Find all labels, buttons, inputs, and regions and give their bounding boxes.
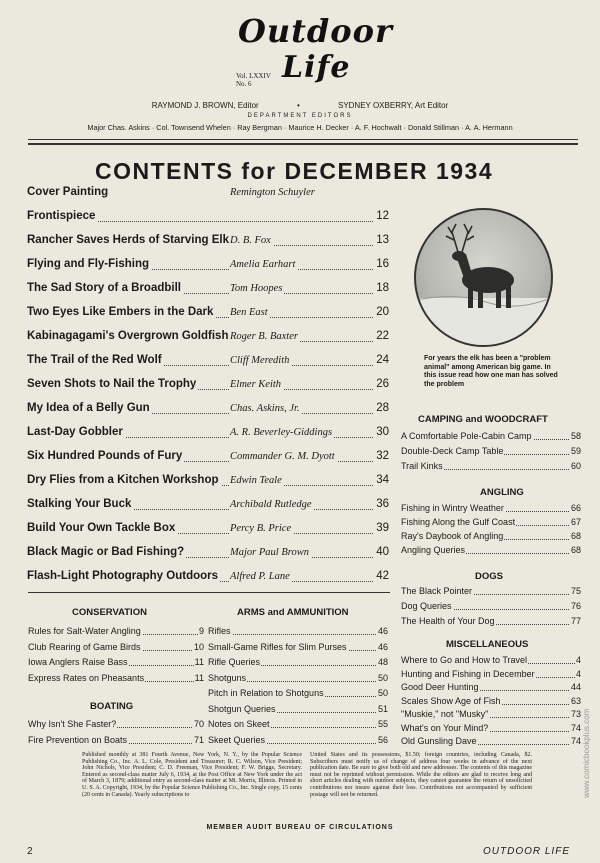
angling-item-label: Ray's Daybook of Angling (401, 531, 504, 541)
audit-bureau-line: MEMBER AUDIT BUREAU OF CIRCULATIONS (206, 824, 394, 831)
arms-item (208, 688, 388, 700)
art-editor-name: SYDNEY OXBERRY, Art Editor (337, 101, 449, 110)
feature-author: Tom Hoopes (230, 283, 283, 294)
arms-item-label: Small-Game Rifles for Slim Purses (208, 641, 347, 652)
feature-row (27, 522, 389, 540)
dogs-item-page: 76 (570, 601, 581, 611)
elk-photo (414, 208, 553, 347)
dogs-item (401, 616, 581, 628)
feature-page: 16 (376, 258, 389, 270)
publication-notice-left: Published monthly at 381 Fourth Avenue, New York, N. Y., by the Popular Science Publishing Co., Inc. A. L. Cole, President and Treasurer; R. C. Wilson, Vice President; John Nichols, Vice President; C. D. Freeman, Vice President; F. W. Briggs, Secretary. Entered as second-class matter July 6, 1934, at the Post Office at New York under the act of March 3, 1879; additional entry as second-class matter at Mt. Morris, Illinois. Printed in U. S. A. Copyright, 1934, by the Popular Science Publishing Co., Inc. Single copy, 15 cents (20 cents in Canada). Yearly subscriptions to (82, 752, 302, 798)
feature-title: My Idea of a Belly Gun (27, 402, 150, 414)
conservation-item-page: 9 (198, 626, 204, 636)
feature-page: 26 (376, 378, 389, 390)
boating-item (28, 719, 204, 731)
arms-item-page: 46 (377, 626, 388, 636)
feature-row (27, 498, 389, 516)
editor-name: RAYMOND J. BROWN, Editor (151, 101, 259, 110)
conservation-item-label: Club Rearing of Game Birds (28, 641, 141, 652)
arms-item-label: Rifles (208, 626, 231, 636)
dogs-item-page: 77 (570, 616, 581, 626)
feature-title: Stalking Your Buck (27, 498, 132, 510)
feature-title: Build Your Own Tackle Box (27, 522, 176, 534)
misc-item-label: Old Gunsling Dave (401, 736, 477, 746)
feature-page: 42 (376, 570, 389, 582)
volume-number (236, 72, 271, 88)
conservation-item-label: Express Rates on Pheasants (28, 672, 145, 683)
feature-page: 12 (376, 210, 389, 222)
dogs-item-label: Dog Queries (401, 601, 452, 611)
camping-item (401, 431, 581, 443)
feature-title: The Trail of the Red Wolf (27, 354, 162, 366)
feature-title: The Sad Story of a Broadbill (27, 282, 181, 294)
feature-page: 24 (376, 354, 389, 366)
department-editors-list: Major Chas. Askins · Col. Townsend Whelen · Ray Bergman · Maurice H. Decker · A. F. Hochwalt · Donald Stillman · A. A. Hermann (87, 123, 513, 132)
conservation-item (28, 626, 204, 638)
feature-title: Seven Shots to Nail the Trophy (27, 378, 197, 390)
arms-item-page: 50 (377, 672, 388, 683)
conservation-item (28, 673, 204, 685)
feature-author: Amelia Earhart (230, 259, 296, 270)
camping-item-label: Trail Kinks (401, 461, 443, 471)
feature-page: 28 (376, 402, 389, 414)
conservation-heading: CONSERVATION (72, 607, 147, 618)
feature-page: 34 (376, 474, 389, 486)
boating-item-label: Why Isn't She Faster? (28, 719, 117, 729)
volume-label: Vol. LXXIV (236, 72, 271, 80)
arms-item (208, 719, 388, 731)
department-editors-heading: DEPARTMENT EDITORS (247, 113, 353, 119)
misc-item-page: 74 (570, 736, 581, 746)
feature-author: D. B. Fox (230, 235, 271, 246)
arms-item-label: Skeet Queries (208, 734, 266, 745)
feature-title: Frontispiece (27, 210, 96, 222)
angling-item-page: 68 (570, 531, 581, 541)
misc-item-page: 4 (575, 655, 581, 665)
arms-item (208, 657, 388, 669)
misc-item (401, 669, 581, 681)
angling-item-page: 66 (570, 503, 581, 513)
arms-item-page: 46 (377, 641, 388, 652)
photo-caption: For years the elk has been a "problem animal" among American big game. In this issue read how one man has solved the problem (424, 355, 558, 388)
feature-row (27, 282, 389, 300)
angling-item (401, 545, 581, 557)
masthead-divider-thick (28, 143, 578, 145)
misc-item (401, 696, 581, 708)
dogs-item-page: 75 (570, 586, 581, 596)
arms-item-label: Notes on Skeet (208, 719, 270, 729)
feature-row (27, 330, 389, 348)
elk-illustration (416, 210, 551, 345)
feature-page: 13 (376, 234, 389, 246)
conservation-item-page: 11 (194, 672, 204, 683)
feature-page: 30 (376, 426, 389, 438)
camping-item (401, 446, 581, 458)
arms-item-page: 55 (377, 719, 388, 729)
feature-row (27, 570, 389, 588)
boating-item (28, 735, 204, 747)
watermark: www.comicbookplus.com (582, 708, 591, 798)
feature-title: Cover Painting (27, 186, 109, 198)
feature-row (27, 234, 389, 252)
conservation-item-page: 11 (194, 657, 204, 667)
misc-item (401, 709, 581, 721)
feature-title: Flash-Light Photography Outdoors (27, 570, 219, 582)
arms-item-page: 51 (377, 703, 388, 714)
feature-title: Flying and Fly-Fishing (27, 258, 150, 270)
feature-title: Last-Day Gobbler (27, 426, 123, 438)
arms-item-label: Pitch in Relation to Shotguns (208, 688, 324, 698)
feature-row (27, 426, 389, 444)
misc-item-page: 74 (570, 722, 581, 733)
misc-item-label: Scales Show Age of Fish (401, 695, 501, 706)
dogs-item-label: The Black Pointer (401, 586, 473, 596)
arms-item-label: Shotgun Queries (208, 703, 276, 714)
feature-row (27, 546, 389, 564)
feature-row (27, 378, 389, 396)
boating-heading: BOATING (90, 701, 134, 712)
feature-title: Two Eyes Like Embers in the Dark (27, 306, 214, 318)
dogs-heading: DOGS (475, 571, 503, 582)
feature-author: Edwin Teale (230, 475, 282, 486)
angling-item-label: Fishing Along the Gulf Coast (401, 517, 516, 527)
misc-item-page: 63 (570, 695, 581, 706)
arms-item-page: 50 (377, 688, 388, 698)
angling-item-page: 68 (570, 545, 581, 555)
feature-row (27, 402, 389, 420)
arms-item-page: 56 (377, 734, 388, 745)
feature-page: 20 (376, 306, 389, 318)
misc-item (401, 655, 581, 667)
misc-heading: MISCELLANEOUS (446, 639, 529, 650)
feature-row (27, 474, 389, 492)
feature-row (27, 186, 389, 204)
conservation-item-page: 10 (193, 641, 204, 652)
feature-page: 40 (376, 546, 389, 558)
misc-item-label: Good Deer Hunting (401, 682, 479, 692)
misc-item (401, 736, 581, 748)
feature-author: Major Paul Brown (230, 547, 309, 558)
camping-item-label: A Comfortable Pole-Cabin Camp (401, 431, 532, 441)
feature-title: Kabinagagami's Overgrown Goldfish (27, 330, 229, 342)
misc-item-label: "Muskie," not "Musky" (401, 709, 489, 719)
bullet-separator: • (296, 101, 300, 110)
misc-item-label: Where to Go and How to Travel (401, 655, 528, 665)
arms-item-label: Shotguns (208, 672, 247, 683)
misc-item-label: Hunting and Fishing in December (401, 668, 535, 679)
camping-item-page: 59 (570, 446, 581, 456)
contents-title: CONTENTS for DECEMBER 1934 (95, 158, 494, 184)
feature-row (27, 450, 389, 468)
conservation-item (28, 657, 204, 669)
footer-page-number: 2 (27, 846, 33, 857)
camping-item-page: 58 (570, 431, 581, 441)
dogs-item (401, 586, 581, 598)
arms-item (208, 735, 388, 747)
misc-item (401, 682, 581, 694)
angling-item (401, 531, 581, 543)
arms-item-label: Rifle Queries (208, 657, 261, 667)
issue-number: No. 6 (236, 80, 252, 88)
conservation-item-label: Iowa Anglers Raise Bass (28, 657, 128, 667)
feature-author: Archibald Rutledge (230, 499, 312, 510)
conservation-item-label: Rules for Salt-Water Angling (28, 626, 141, 636)
feature-author: A. R. Beverley-Giddings (230, 427, 333, 438)
arms-item (208, 673, 388, 685)
feature-author: Chas. Askins, Jr. (230, 403, 300, 414)
camping-item-label: Double-Deck Camp Table (401, 446, 504, 456)
feature-row (27, 210, 389, 228)
feature-row (27, 354, 389, 372)
feature-author: Ben East (230, 307, 268, 318)
feature-author: Cliff Meredith (230, 355, 290, 366)
misc-item-page: 44 (570, 682, 581, 692)
feature-page: 32 (376, 450, 389, 462)
feature-page: 36 (376, 498, 389, 510)
boating-item-page: 71 (193, 735, 204, 745)
feature-author: Elmer Keith (230, 379, 282, 390)
masthead-logo-life: Life (282, 50, 351, 85)
conservation-item (28, 642, 204, 654)
boating-item-page: 70 (193, 719, 204, 729)
masthead-logo-outdoor: Outdoor (238, 12, 393, 50)
arms-item (208, 626, 388, 638)
misc-item-page: 73 (570, 709, 581, 719)
publication-notice-right: United States and its possessions, $1.50; foreign countries, including Canada, $2. Subscribers must notify us of change of address four weeks in advance of the next publication date. Be sure to give both old and new addresses. The contents of this magazine must not be reprinted without permission. While the editors are glad to receive long and short articles dealing with outdoor subjects, they cannot guarantee the return of unsolicited contributions nor insure against their loss. Contributions not accompanied by sufficient postage will not be returned. (310, 752, 532, 798)
camping-heading: CAMPING and WOODCRAFT (418, 414, 548, 425)
feature-author: Alfred P. Lane (230, 571, 290, 582)
angling-heading: ANGLING (480, 487, 524, 498)
arms-item (208, 704, 388, 716)
boating-item-label: Fire Prevention on Boats (28, 735, 128, 745)
feature-page: 22 (376, 330, 389, 342)
feature-author: Percy B. Price (230, 523, 292, 534)
feature-author: Remington Schuyler (230, 187, 315, 198)
feature-title: Rancher Saves Herds of Starving Elk (27, 234, 229, 246)
feature-title: Black Magic or Bad Fishing? (27, 546, 185, 558)
dogs-item (401, 601, 581, 613)
angling-item-label: Angling Queries (401, 545, 466, 555)
feature-page: 39 (376, 522, 389, 534)
angling-item-page: 67 (570, 517, 581, 527)
masthead-divider (28, 139, 578, 140)
camping-item-page: 60 (570, 461, 581, 471)
footer-magazine-title: OUTDOOR LIFE (482, 846, 570, 857)
dot-leader (208, 634, 388, 635)
arms-item (208, 642, 388, 654)
editor-line (0, 101, 600, 110)
angling-item (401, 503, 581, 515)
feature-row (27, 258, 389, 276)
arms-heading: ARMS and AMMUNITION (237, 607, 349, 618)
features-divider (28, 592, 390, 593)
feature-author: Roger B. Baxter (230, 331, 298, 342)
angling-item-label: Fishing in Wintry Weather (401, 503, 504, 513)
misc-item-page: 4 (575, 668, 581, 679)
dogs-item-label: The Health of Your Dog (401, 616, 495, 626)
feature-title: Six Hundred Pounds of Fury (27, 450, 183, 462)
feature-title: Dry Flies from a Kitchen Workshop (27, 474, 219, 486)
angling-item (401, 517, 581, 529)
arms-item-page: 48 (377, 657, 388, 667)
misc-item-label: What's on Your Mind? (401, 722, 489, 733)
feature-author: Commander G. M. Dyott (230, 451, 335, 462)
feature-page: 18 (376, 282, 389, 294)
feature-row (27, 306, 389, 324)
camping-item (401, 461, 581, 473)
misc-item (401, 723, 581, 735)
